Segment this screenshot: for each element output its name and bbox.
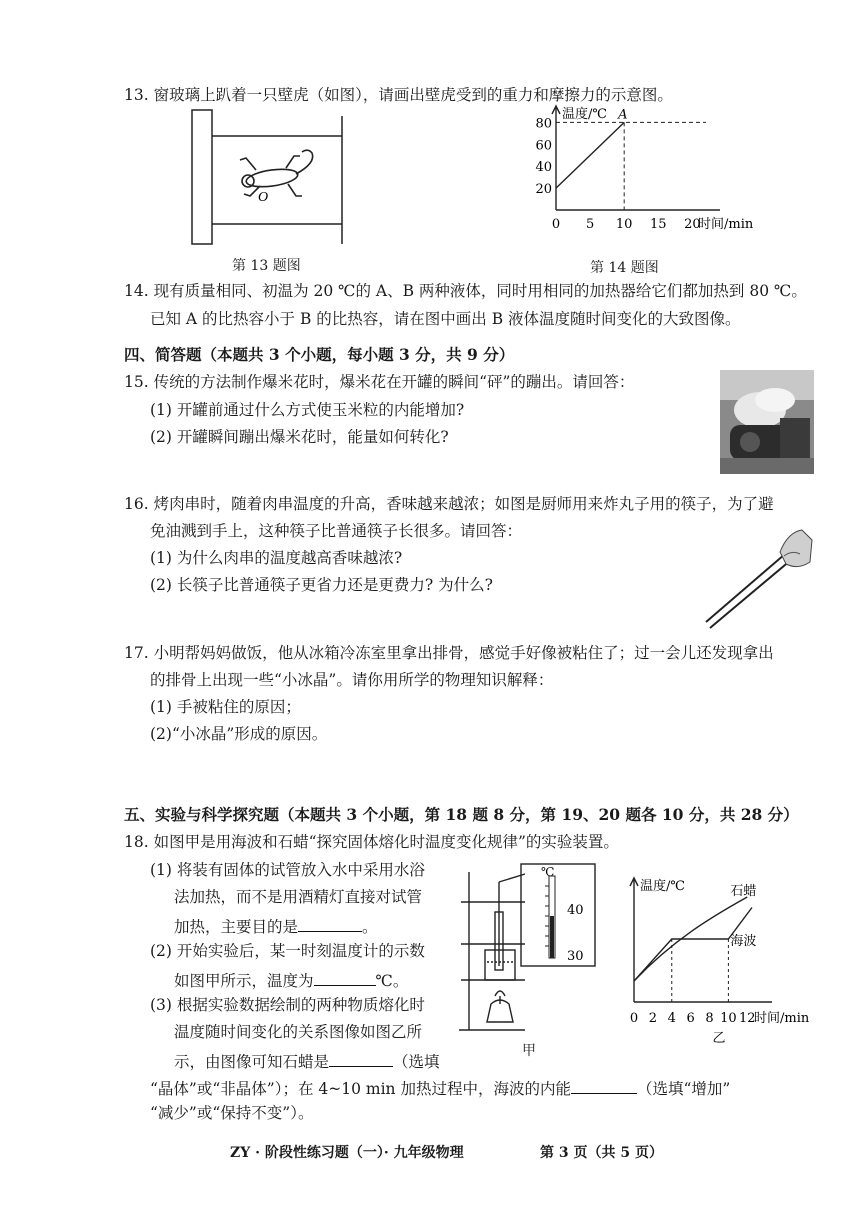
section5-heading: 五、实验与科学探究题（本题共 3 个小题，第 18 题 8 分，第 19、20 题各 10 分，共 28 分）: [124, 805, 799, 824]
thermometer-unit-label: ℃: [541, 865, 555, 879]
x-tick-label: 5: [585, 217, 595, 232]
footer-left: ZY · 阶段性练习题（一）· 九年级物理: [230, 1145, 464, 1161]
x-axis-label: 时间/min: [754, 1011, 810, 1026]
q18-s1-line1: (1) 将装有固体的试管放入水中采用水浴: [150, 861, 425, 879]
q16-line2: 免油溅到手上，这种筷子比普通筷子长很多。请回答：: [150, 522, 523, 540]
y-tick-label: 40: [535, 160, 552, 176]
q18-s3-line4: [150, 1079, 730, 1098]
x-tick-label: 0: [629, 1011, 639, 1026]
x-tick-label: 10: [720, 1011, 737, 1026]
q14-chart: [528, 104, 758, 244]
x-tick-label: 12: [739, 1011, 756, 1026]
q13-point-label: O: [258, 190, 269, 205]
q18-s2-line2-text: 如图甲所示，温度为: [174, 972, 314, 990]
q18-s3-line3-end: （选填: [393, 1053, 440, 1071]
thermometer-tick-30: 30: [567, 949, 584, 964]
chart-caption: 乙: [712, 1031, 726, 1046]
y-tick-label: 20: [535, 182, 552, 198]
q18-text: 18. 如图甲是用海波和石蜡“探究固体熔化时温度变化规律”的实验装置。: [124, 833, 619, 851]
series-a-line: [556, 122, 624, 188]
q18-s1-line3: [174, 917, 378, 936]
answer-blank-1[interactable]: [298, 917, 362, 932]
answer-blank-2[interactable]: [314, 971, 376, 986]
q18-melting-chart: [622, 872, 822, 1052]
section4-heading: 四、简答题（本题共 3 个小题，每小题 3 分，共 9 分）: [124, 345, 515, 364]
q15-sub1: (1) 开罐前通过什么方式使玉米粒的内能增加?: [150, 401, 465, 419]
q18-s2-line1: (2) 开始实验后，某一时刻温度计的示数: [150, 942, 425, 960]
q14-caption: 第 14 题图: [590, 260, 659, 276]
gecko-icon: [240, 150, 313, 196]
x-tick-label: 10: [615, 217, 633, 232]
q13-text: 13. 窗玻璃上趴着一只壁虎（如图），请画出壁虎受到的重力和摩擦力的示意图。: [124, 86, 673, 104]
q14-line1: 14. 现有质量相同、初温为 20 ℃的 A、B 两种液体，同时用相同的加热器给它们都加热到 80 ℃。: [124, 282, 807, 300]
footer-right: 第 3 页（共 5 页）: [540, 1145, 663, 1161]
q18-s3-line1: (3) 根据实验数据绘制的两种物质熔化时: [150, 996, 425, 1014]
answer-blank-3[interactable]: [329, 1052, 393, 1067]
answer-blank-4[interactable]: [571, 1079, 637, 1094]
series-shila-label: 石蜡: [730, 884, 757, 899]
q14-line2: 已知 A 的比热容小于 B 的比热容，请在图中画出 B 液体温度随时间变化的大致图像。: [150, 310, 741, 328]
x-tick-label: 15: [649, 217, 667, 232]
q17-line2: 的排骨上出现一些“小冰晶”。请你用所学的物理知识解释：: [150, 671, 554, 689]
q15-text: 15. 传统的方法制作爆米花时，爆米花在开罐的瞬间“砰”的蹦出。请回答：: [124, 373, 635, 391]
thermometer-tick-40: 40: [567, 903, 584, 918]
q18-s3-line4-end: （选填“增加”: [636, 1080, 731, 1098]
q18-s1-line2: 法加热，而不是用酒精灯直接对试管: [174, 888, 423, 906]
q18-s3-line4-text: “晶体”或“非晶体”）；在 4~10 min 加热过程中，海波的内能: [150, 1080, 571, 1098]
q18-s3-line3-text: 示，由图像可知石蜡是: [174, 1053, 330, 1071]
q18-s3-line5: “减少”或“保持不变”）。: [150, 1104, 314, 1122]
x-tick-label: 8: [705, 1011, 714, 1026]
y-axis-label: 温度/℃: [562, 107, 607, 122]
q16-line1: 16. 烤肉串时，随着肉串温度的升高，香味越来越浓；如图是厨师用来炸丸子用的筷子，为了避: [124, 495, 774, 513]
q18-apparatus-figure: [455, 862, 605, 1042]
x-tick-label: 20: [684, 217, 701, 232]
q15-sub2: (2) 开罐瞬间蹦出爆米花时，能量如何转化?: [150, 428, 449, 446]
q18-s2-line2-end: ℃。: [375, 972, 409, 990]
x-tick-label: 2: [648, 1011, 658, 1026]
x-axis-label: 时间/min: [698, 217, 754, 232]
x-tick-label: 0: [551, 217, 561, 232]
x-tick-label: 4: [667, 1011, 676, 1026]
y-tick-label: 60: [535, 138, 552, 154]
q13-caption: 第 13 题图: [232, 258, 301, 274]
q16-sub1: (1) 为什么肉串的温度越高香味越浓?: [150, 549, 403, 567]
point-a-label: A: [618, 107, 628, 123]
q13-figure: [190, 108, 350, 248]
q18-s2-line2: [174, 971, 408, 990]
x-tick-label: 6: [686, 1011, 695, 1026]
q17-sub2: (2)“小冰晶”形成的原因。: [150, 725, 328, 743]
apparatus-caption: 甲: [522, 1043, 536, 1059]
q18-s3-line3: [174, 1052, 440, 1071]
chopsticks-hand-illustration: [702, 522, 814, 632]
y-axis-label: 温度/℃: [640, 879, 685, 894]
series-haibo-label: 海波: [730, 934, 757, 949]
q16-sub2: (2) 长筷子比普通筷子更省力还是更费力? 为什么?: [150, 576, 493, 594]
q18-s1-line3-text: 加热，主要目的是: [174, 918, 299, 936]
y-tick-label: 80: [535, 116, 552, 132]
q17-line1: 17. 小明帮妈妈做饭，他从冰箱冷冻室里拿出排骨，感觉手好像被粘住了；过一会儿还发现拿出: [124, 644, 774, 662]
q18-s3-line2: 温度随时间变化的关系图像如图乙所: [174, 1023, 423, 1041]
q17-sub1: (1) 手被粘住的原因；: [150, 698, 301, 716]
popcorn-machine-photo: [720, 370, 814, 474]
q18-s1-line3-end: 。: [362, 918, 378, 936]
